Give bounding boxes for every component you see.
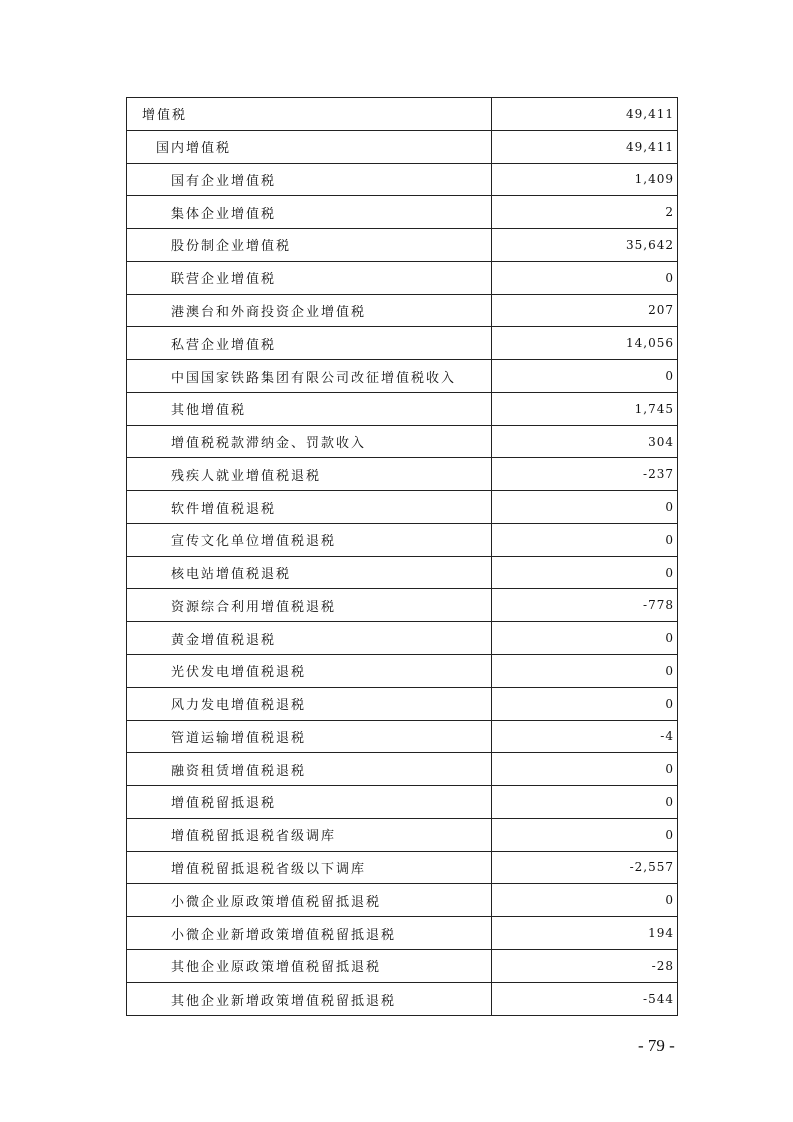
table-row [127,98,677,131]
table-row [127,295,677,328]
row-value: -4 [660,729,674,744]
row-label: 增值税税款滞纳金、罚款收入 [127,426,492,458]
row-value: 14,056 [626,336,674,351]
row-label: 其他企业原政策增值税留抵退税 [127,950,492,982]
row-label: 黄金增值税退税 [127,622,492,654]
table-row [127,983,677,1016]
table-row [127,327,677,360]
row-label: 中国国家铁路集团有限公司改征增值税收入 [127,360,492,392]
row-label: 私营企业增值税 [127,327,492,359]
table-row [127,950,677,983]
table-row [127,753,677,786]
row-label: 小微企业新增政策增值税留抵退税 [127,917,492,949]
row-label: 光伏发电增值税退税 [127,655,492,687]
row-label: 资源综合利用增值税退税 [127,589,492,621]
table-row [127,393,677,426]
row-value: 35,642 [626,237,674,252]
table-row [127,262,677,295]
row-value: 0 [665,893,674,908]
row-label: 宣传文化单位增值税退税 [127,524,492,556]
table-row [127,524,677,557]
row-value: 0 [665,532,674,547]
row-value: 0 [665,663,674,678]
table-row [127,426,677,459]
row-value: -28 [651,958,674,973]
row-value: 0 [665,565,674,580]
row-label: 软件增值税退税 [127,491,492,523]
row-label: 增值税留抵退税省级调库 [127,819,492,851]
table-row [127,360,677,393]
row-value: 0 [665,696,674,711]
row-value: 49,411 [626,139,674,154]
row-value: 1,745 [634,401,674,416]
budget-table [126,97,678,1016]
row-label: 其他企业新增政策增值税留抵退税 [127,983,492,1016]
row-value: 304 [648,434,674,449]
row-value: 0 [665,631,674,646]
row-value: -778 [643,598,674,613]
table-row [127,655,677,688]
table-row [127,917,677,950]
table-row [127,491,677,524]
row-value: 0 [665,827,674,842]
page-number: - 79 - [638,1036,675,1055]
row-label: 小微企业原政策增值税留抵退税 [127,884,492,916]
row-label: 增值税留抵退税省级以下调库 [127,852,492,884]
row-value: 0 [665,270,674,285]
table-row [127,622,677,655]
row-label: 国内增值税 [127,131,492,163]
row-value: 1,409 [634,172,674,187]
table-row [127,819,677,852]
table-row [127,229,677,262]
row-label: 港澳台和外商投资企业增值税 [127,295,492,327]
row-value: 207 [648,303,674,318]
table-row [127,458,677,491]
row-label: 残疾人就业增值税退税 [127,458,492,490]
row-label: 国有企业增值税 [127,164,492,196]
table-row [127,557,677,590]
row-label: 股份制企业增值税 [127,229,492,261]
row-label: 增值税 [127,98,492,130]
row-label: 融资租赁增值税退税 [127,753,492,785]
row-value: -237 [643,467,674,482]
row-value: 194 [648,926,674,941]
row-value: 0 [665,794,674,809]
row-value: 0 [665,500,674,515]
row-value: 49,411 [626,106,674,121]
row-label: 核电站增值税退税 [127,557,492,589]
row-value: -544 [643,992,674,1007]
table-row [127,884,677,917]
row-label: 联营企业增值税 [127,262,492,294]
row-label: 集体企业增值税 [127,196,492,228]
table-row [127,196,677,229]
table-row [127,688,677,721]
row-value: 0 [665,369,674,383]
table-row [127,131,677,164]
row-label: 其他增值税 [127,393,492,425]
row-label: 管道运输增值税退税 [127,721,492,753]
table-row [127,589,677,622]
row-value: 0 [665,762,674,777]
table-row [127,721,677,754]
row-value: -2,557 [629,860,674,875]
table-row [127,852,677,885]
row-label: 风力发电增值税退税 [127,688,492,720]
table-row [127,786,677,819]
row-label: 增值税留抵退税 [127,786,492,818]
table-row [127,164,677,197]
row-value: 2 [665,205,674,220]
